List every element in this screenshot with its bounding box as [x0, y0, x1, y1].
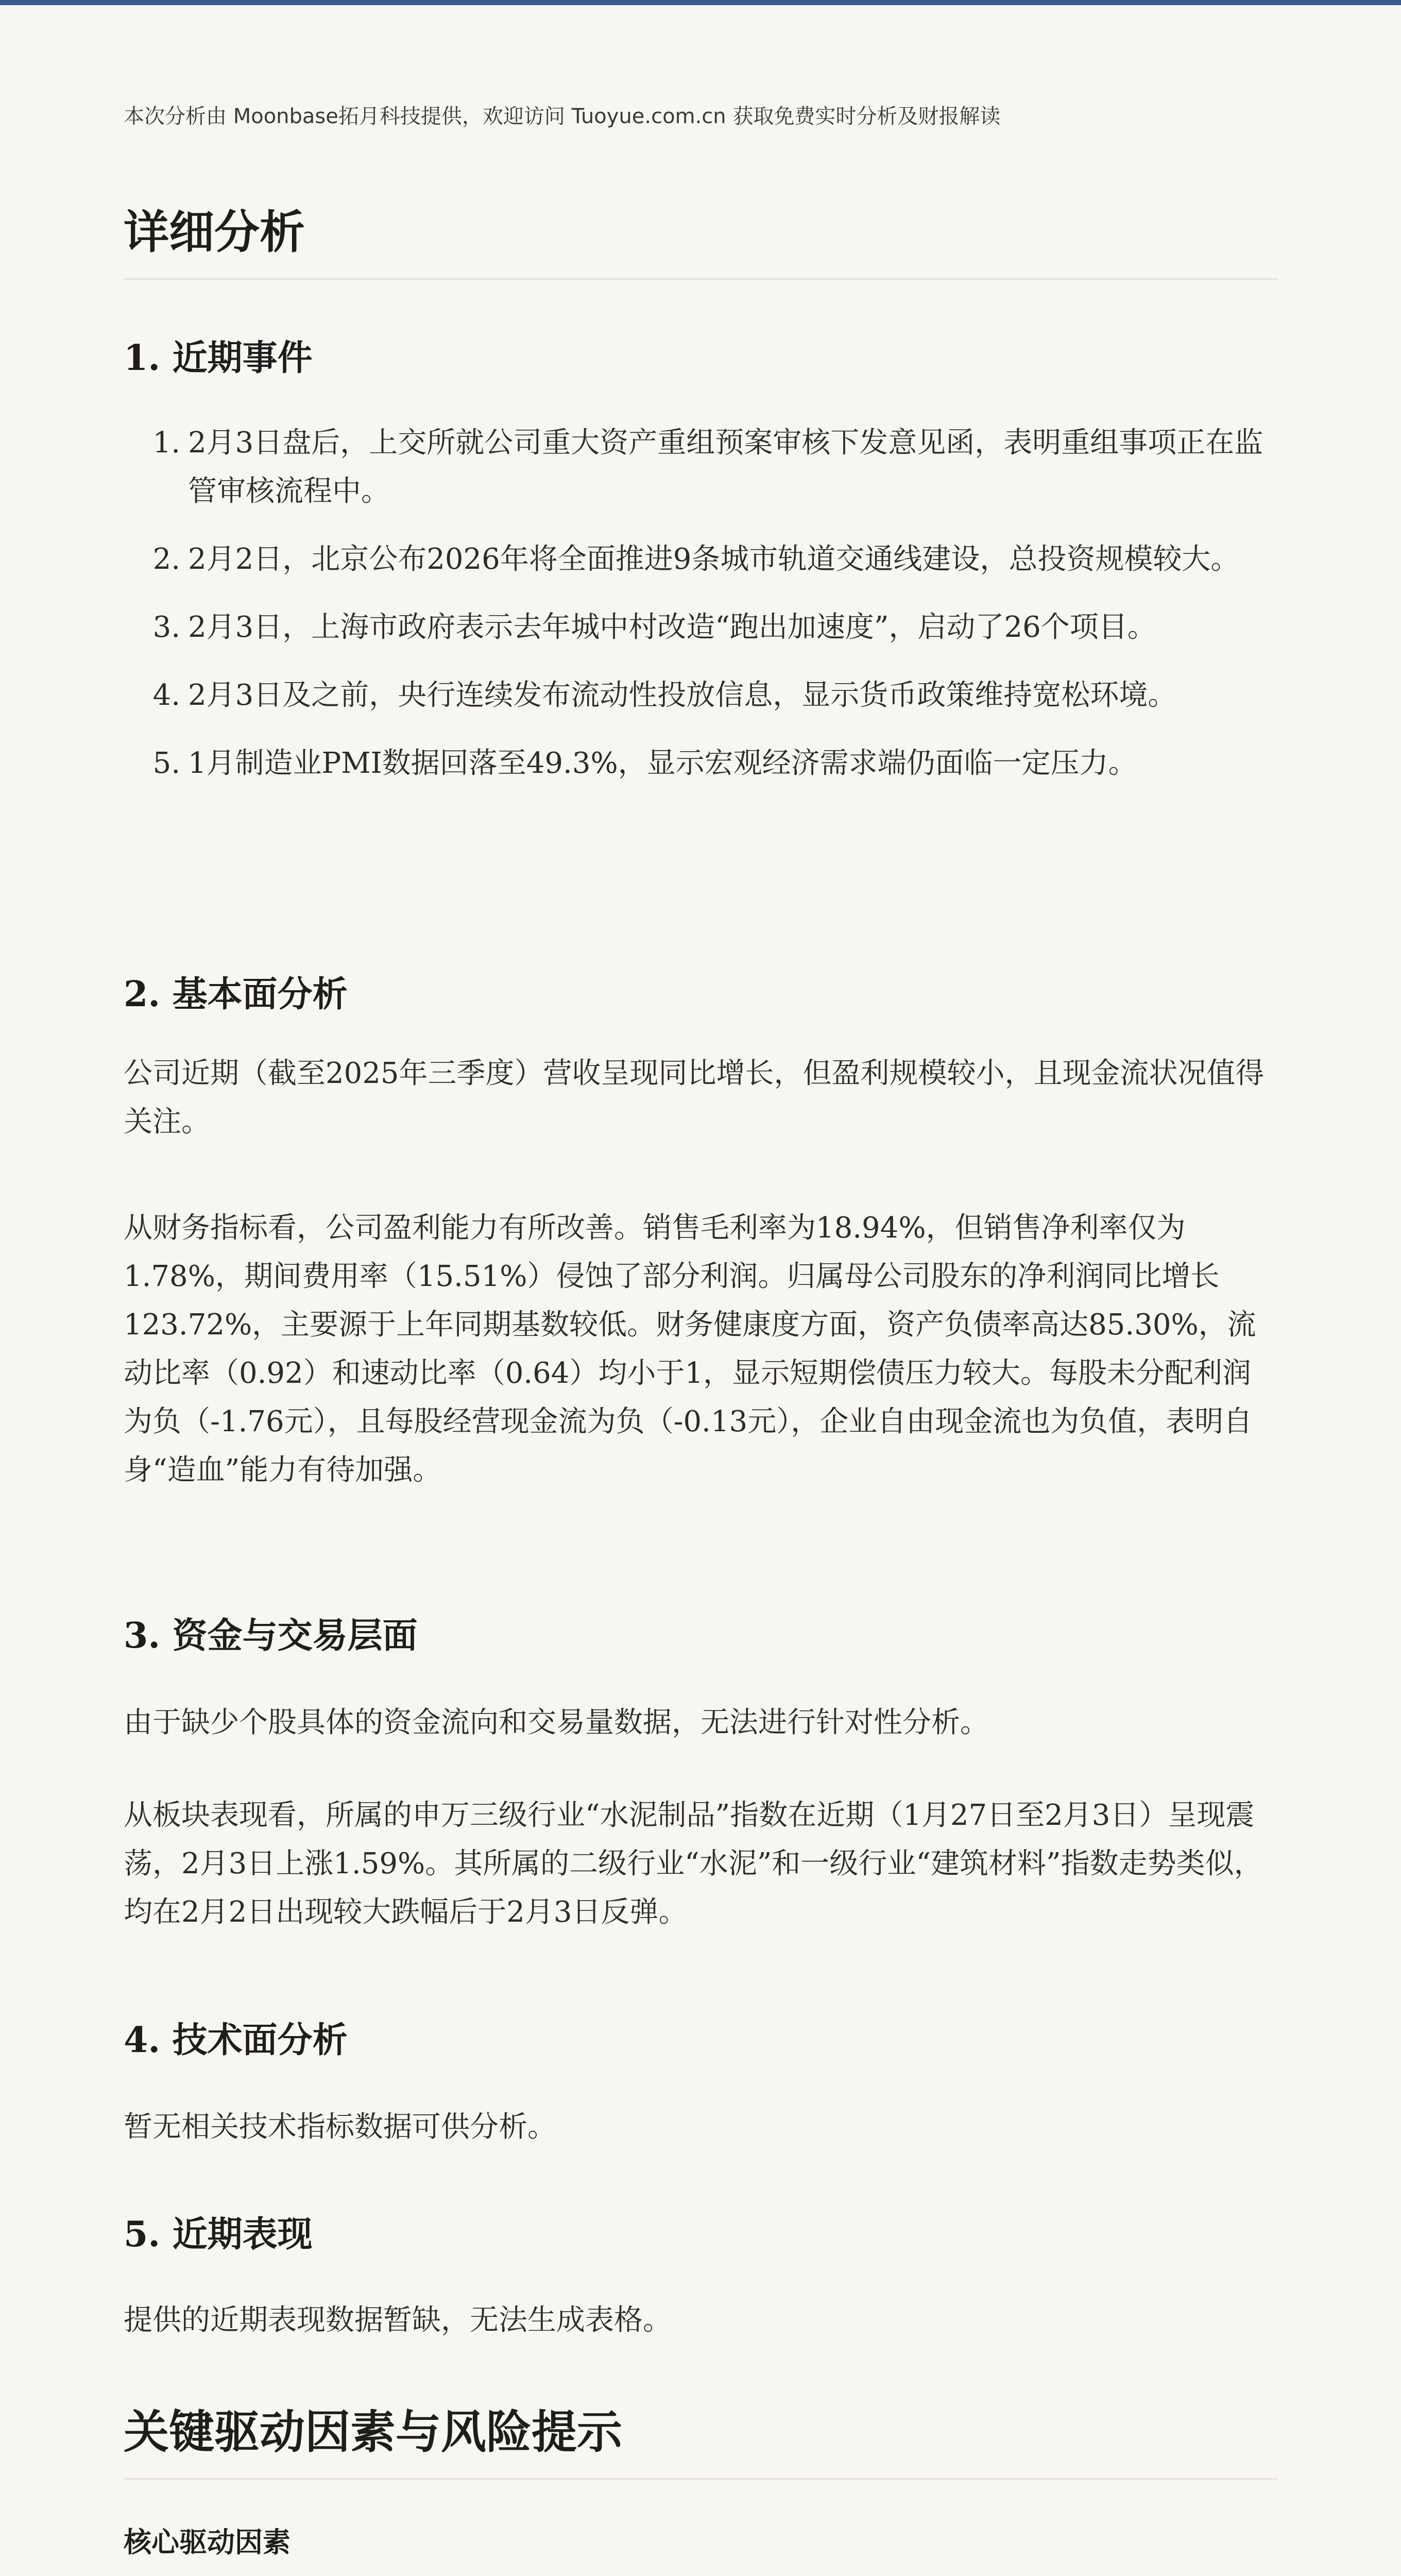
fundamental-detail: 从财务指标看，公司盈利能力有所改善。销售毛利率为18.94%，但销售净利率仅为1.78%，期间费用率（15.51%）侵蚀了部分利润。归属母公司股东的净利润同比增长123.72%，主要源于上年同期基数较低。财务健康度方面，资产负债率高达85.30%，流动比率（0.92）和速动比率（0.64）均小于1，显示短期偿债压力较大。每股未分配利润为负（-1.76元），且每股经营现金流为负（-0.13元），企业自由现金流也为负值，表明自身“造血”能力有待加强。	[124, 1211, 1256, 1487]
core-drivers-heading: 核心驱动因素	[124, 2526, 291, 2558]
fundamental-summary: 公司近期（截至2025年三季度）营收呈现同比增长，但盈利规模较小，且现金流状况值得关注。	[124, 1057, 1265, 1139]
technical-heading: 4. 技术面分析	[124, 2020, 348, 2061]
drivers-heading-divider	[124, 2478, 1277, 2480]
detail-heading-divider	[124, 278, 1277, 280]
drivers-risks-heading: 关键驱动因素与风险提示	[124, 2405, 623, 2459]
recent-events-list	[124, 419, 1277, 788]
list-item: 2. 2月2日，北京公布2026年将全面推进9条城市轨道交通线建设，总投资规模较大。	[152, 543, 1240, 576]
list-item: 3. 2月3日，上海市政府表示去年城中村改造“跑出加速度”，启动了26个项目。	[152, 611, 1156, 644]
sector-performance: 从板块表现看，所属的申万三级行业“水泥制品”指数在近期（1月27日至2月3日）呈现震荡，2月3日上涨1.59%。其所属的二级行业“水泥”和一级行业“建筑材料”指数走势类似，均在2月2日出现较大跌幅后于2月3日反弹。	[124, 1799, 1263, 1929]
list-item: 4. 2月3日及之前，央行连续发布流动性投放信息，显示货币政策维持宽松环境。	[152, 679, 1177, 712]
list-item: 5. 1月制造业PMI数据回落至49.3%，显示宏观经济需求端仍面临一定压力。	[152, 747, 1137, 780]
performance-heading: 5. 近期表现	[124, 2214, 313, 2255]
performance-text: 提供的近期表现数据暂缺，无法生成表格。	[124, 2303, 672, 2337]
capital-summary: 由于缺少个股具体的资金流向和交易量数据，无法进行针对性分析。	[124, 1706, 989, 1739]
recent-events-heading: 1. 近期事件	[124, 337, 313, 379]
provider-notice: 本次分析由 Moonbase拓月科技提供，欢迎访问 Tuoyue.com.cn 获取免费实时分析及财报解读	[124, 105, 1001, 128]
top-accent-bar	[0, 0, 1401, 5]
list-item: 1. 2月3日盘后，上交所就公司重大资产重组预案审核下发意见函，表明重组事项正在监管审核流程中。	[152, 426, 1263, 508]
technical-text: 暂无相关技术指标数据可供分析。	[124, 2110, 556, 2144]
fundamental-heading: 2. 基本面分析	[124, 974, 348, 1015]
detail-analysis-heading: 详细分析	[124, 205, 305, 259]
capital-trading-heading: 3. 资金与交易层面	[124, 1615, 418, 1656]
